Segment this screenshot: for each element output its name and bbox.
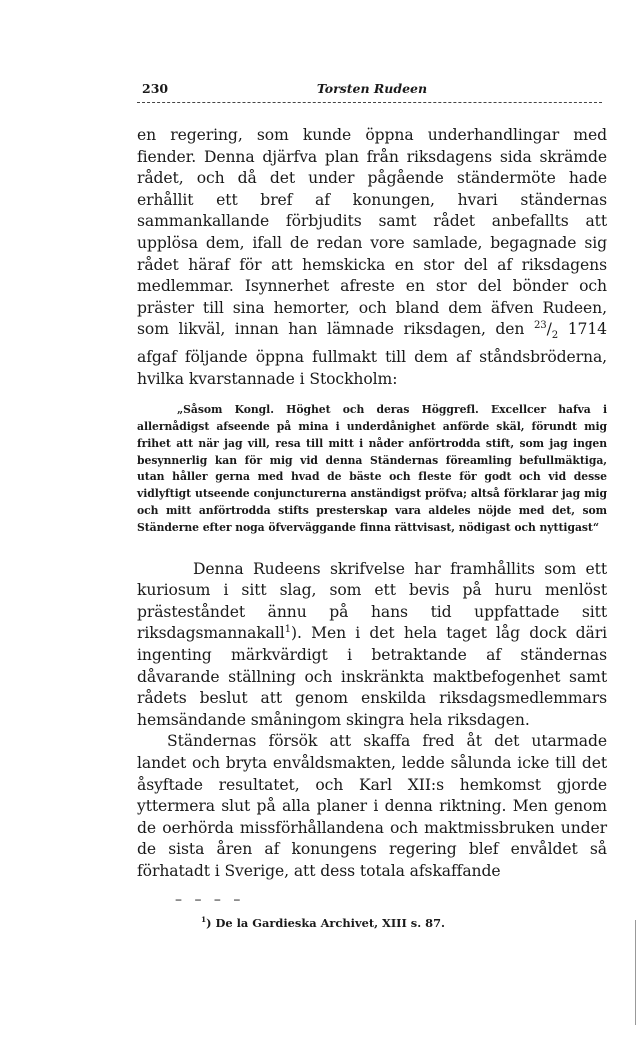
block-quote — [137, 402, 607, 536]
paragraph-1-text-a: en regering, som kunde öppna underhandlingar med fiender. Denna djärfva plan från riksdagens sida skrämde rådet, och då det under pågående ständermöte hade erhållit ett bref af konungen, hvari ständernas sammankallande förbjudits samt rådet anbefallts att upplösa dem, ifall de redan vore samlade, begagnade sig rådet häraf för att hemskicka en stor del af riksdagens medlemmar. Isynnerhet afreste en stor del bönder och präster till sina hemorter, och bland dem äfven Rudeen, som likväl, innan han lämnade riksdagen, den — [137, 126, 607, 339]
running-title: Torsten Rudeen — [316, 81, 428, 96]
page-number: 230 — [142, 81, 169, 96]
paragraph-2-text-b: ). Men i det hela taget låg dock däri ingenting märkvärdigt i betraktande af ständernas dåvarande ställning och inskränkta maktbefogenhet samt rådets beslut att genom enskilda riksdagsmedlemmars hemsändande småningom skingra hela riksdagen. — [137, 624, 607, 729]
book-page — [137, 78, 607, 931]
header-rule — [137, 102, 602, 103]
footnote-text: ) De la Gardieska Archivet, XIII s. 87. — [206, 915, 445, 930]
footnote-reference: 1 — [284, 624, 291, 636]
date-fraction-numerator: 23 — [533, 320, 547, 332]
paragraph-1-text-b: 1714 afgaf följande öppna fullmakt till dem af ståndsbröderna, hvilka kvarstannade i Stockholm: — [137, 320, 607, 388]
paragraph-1: en regering, som kunde öppna underhandlingar med fiender. Denna djärfva plan från riksdagens sida skrämde rådet, och då det under pågående ständermöte hade erhållit ett bref af konungen, hvari ständernas sammankallande förbjudits samt rådet anbefallts att upplösa dem, ifall de redan vore samlade, begagnade sig rådet häraf för att hemskicka en stor del af riksdagens medlemmar. Isynnerhet afreste en stor del bönder och präster till sina hemorter, och bland dem äfven Rudeen, som likväl, innan han lämnade riksdagen, den $^{23}/_2$ 1714 afgaf följande öppna fullmakt till dem af ståndsbröderna, hvilka kvarstannade i Stockholm: — [137, 126, 607, 388]
paragraph-2 — [137, 559, 607, 732]
footnote — [201, 915, 607, 931]
scan-edge-line — [635, 920, 636, 1025]
footnote-separator: – – – – — [175, 891, 245, 908]
paragraph-2-text-a: Denna Rudeens skrifvelse har framhållits som ett kuriosum i sitt slag, som ett bevis på huru menlöst prästeståndet ännu på hans tid uppfattade sitt riksdagsmannakall — [137, 559, 607, 643]
quote-text: „Såsom Kongl. Höghet och deras Höggrefl. Excellcer hafva i allernådigst afseende på mina i underdånighet anförde skäl, förundt mig frihet att när jag vill, resa till mitt i nåder anförtrodda stift, som jag ingen besynnerlig kan för mig vid denna Ständernas föreamling befullmäktiga, utan håller gerna med hvad de bäste och fleste för godt och vid desse vidlyftigt utseende conjuncturerna anständigst pröfva; altså förklarar jag mig och mitt anförtrodda stifts presterskap vara aldeles nöjde med det, som Ständerne efter noga öfverväggande finna rättvisast, nödigast och nyttigast“ — [137, 403, 607, 534]
paragraph-group — [137, 559, 607, 883]
paragraph-3: Ständernas försök att skaffa fred åt det utarmade landet och bryta envåldsmakten, ledde sålunda icke till det åsyftade resultatet, och Karl XII:s hemkomst gjorde yttermera slut på alla planer i denna riktning. Men genom de oerhörda missförhållandena och maktmissbruken under de sista åren af konungens regering blef envåldet så förhatadt i Sverige, att dess totala afskaffande — [137, 732, 607, 880]
page-header — [137, 78, 607, 100]
footnote-mark: 1 — [201, 914, 207, 924]
date-fraction-denominator: 2 — [551, 330, 559, 342]
